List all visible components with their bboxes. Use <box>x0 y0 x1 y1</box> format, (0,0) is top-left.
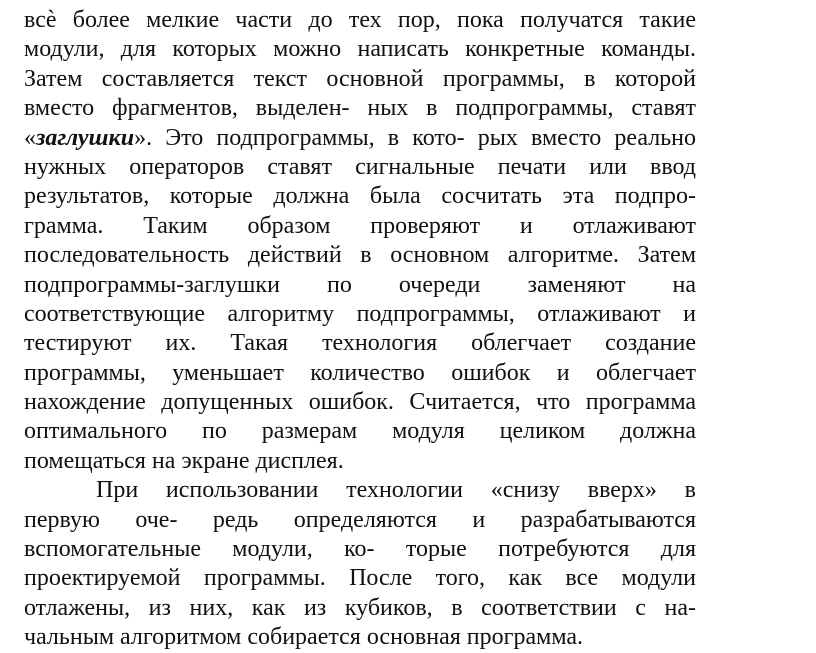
text-line: модули, для которых можно написать конкретные команды. <box>24 36 696 63</box>
text-line: вспомогательные модули, ко- торые потребуются для <box>24 536 696 563</box>
text-line: оптимального по размерам модуля целиком должна <box>24 418 696 445</box>
emphasized-term: заглушки <box>36 124 135 151</box>
text-line: нужных операторов ставят сигнальные печати или ввод <box>24 153 696 180</box>
text-line: вместо фрагментов, выделен- ных в подпрограммы, ставят <box>24 95 696 122</box>
text-line: проектируемой программы. После того, как все модули <box>24 565 696 592</box>
text-line: первую оче- редь определяются и разрабатываются <box>24 506 696 533</box>
text-line: соответствующие алгоритму подпрограммы, отлаживают и <box>24 300 696 327</box>
text-line: помещаться на экране дисплея. <box>24 447 344 474</box>
paragraph-1 <box>24 6 696 476</box>
text-line: результатов, которые должна была сосчитать эта подпро- <box>24 183 696 210</box>
text-line: программы, уменьшает количество ошибок и облегчает <box>24 359 696 386</box>
text-line: грамма. Таким образом проверяют и отлаживают <box>24 212 696 239</box>
text-line: последовательность действий в основном алгоритме. Затем <box>24 242 696 269</box>
paragraph-2 <box>24 476 696 652</box>
text-line: Затем составляется текст основной программы, в которой <box>24 65 696 92</box>
line-rest: ». Это подпрограммы, в кото- рых вместо реально <box>134 124 696 151</box>
text-line: нахождение допущенных ошибок. Считается, что программа <box>24 389 696 416</box>
text-line: При использовании технологии «снизу вверх» в <box>96 477 696 504</box>
text-line: тестируют их. Такая технология облегчает создание <box>24 330 696 357</box>
text-line: отлажены, из них, как из кубиков, в соответствии с на- <box>24 594 696 621</box>
document-page <box>24 6 696 653</box>
text-line <box>24 124 696 153</box>
text-line: подпрограммы-заглушки по очереди заменяют на <box>24 271 696 298</box>
text-line: всѐ более мелкие части до тех пор, пока получатся такие <box>24 7 696 33</box>
text-line: чальным алгоритмом собирается основная программа. <box>24 624 583 651</box>
quote-open: « <box>24 124 36 151</box>
